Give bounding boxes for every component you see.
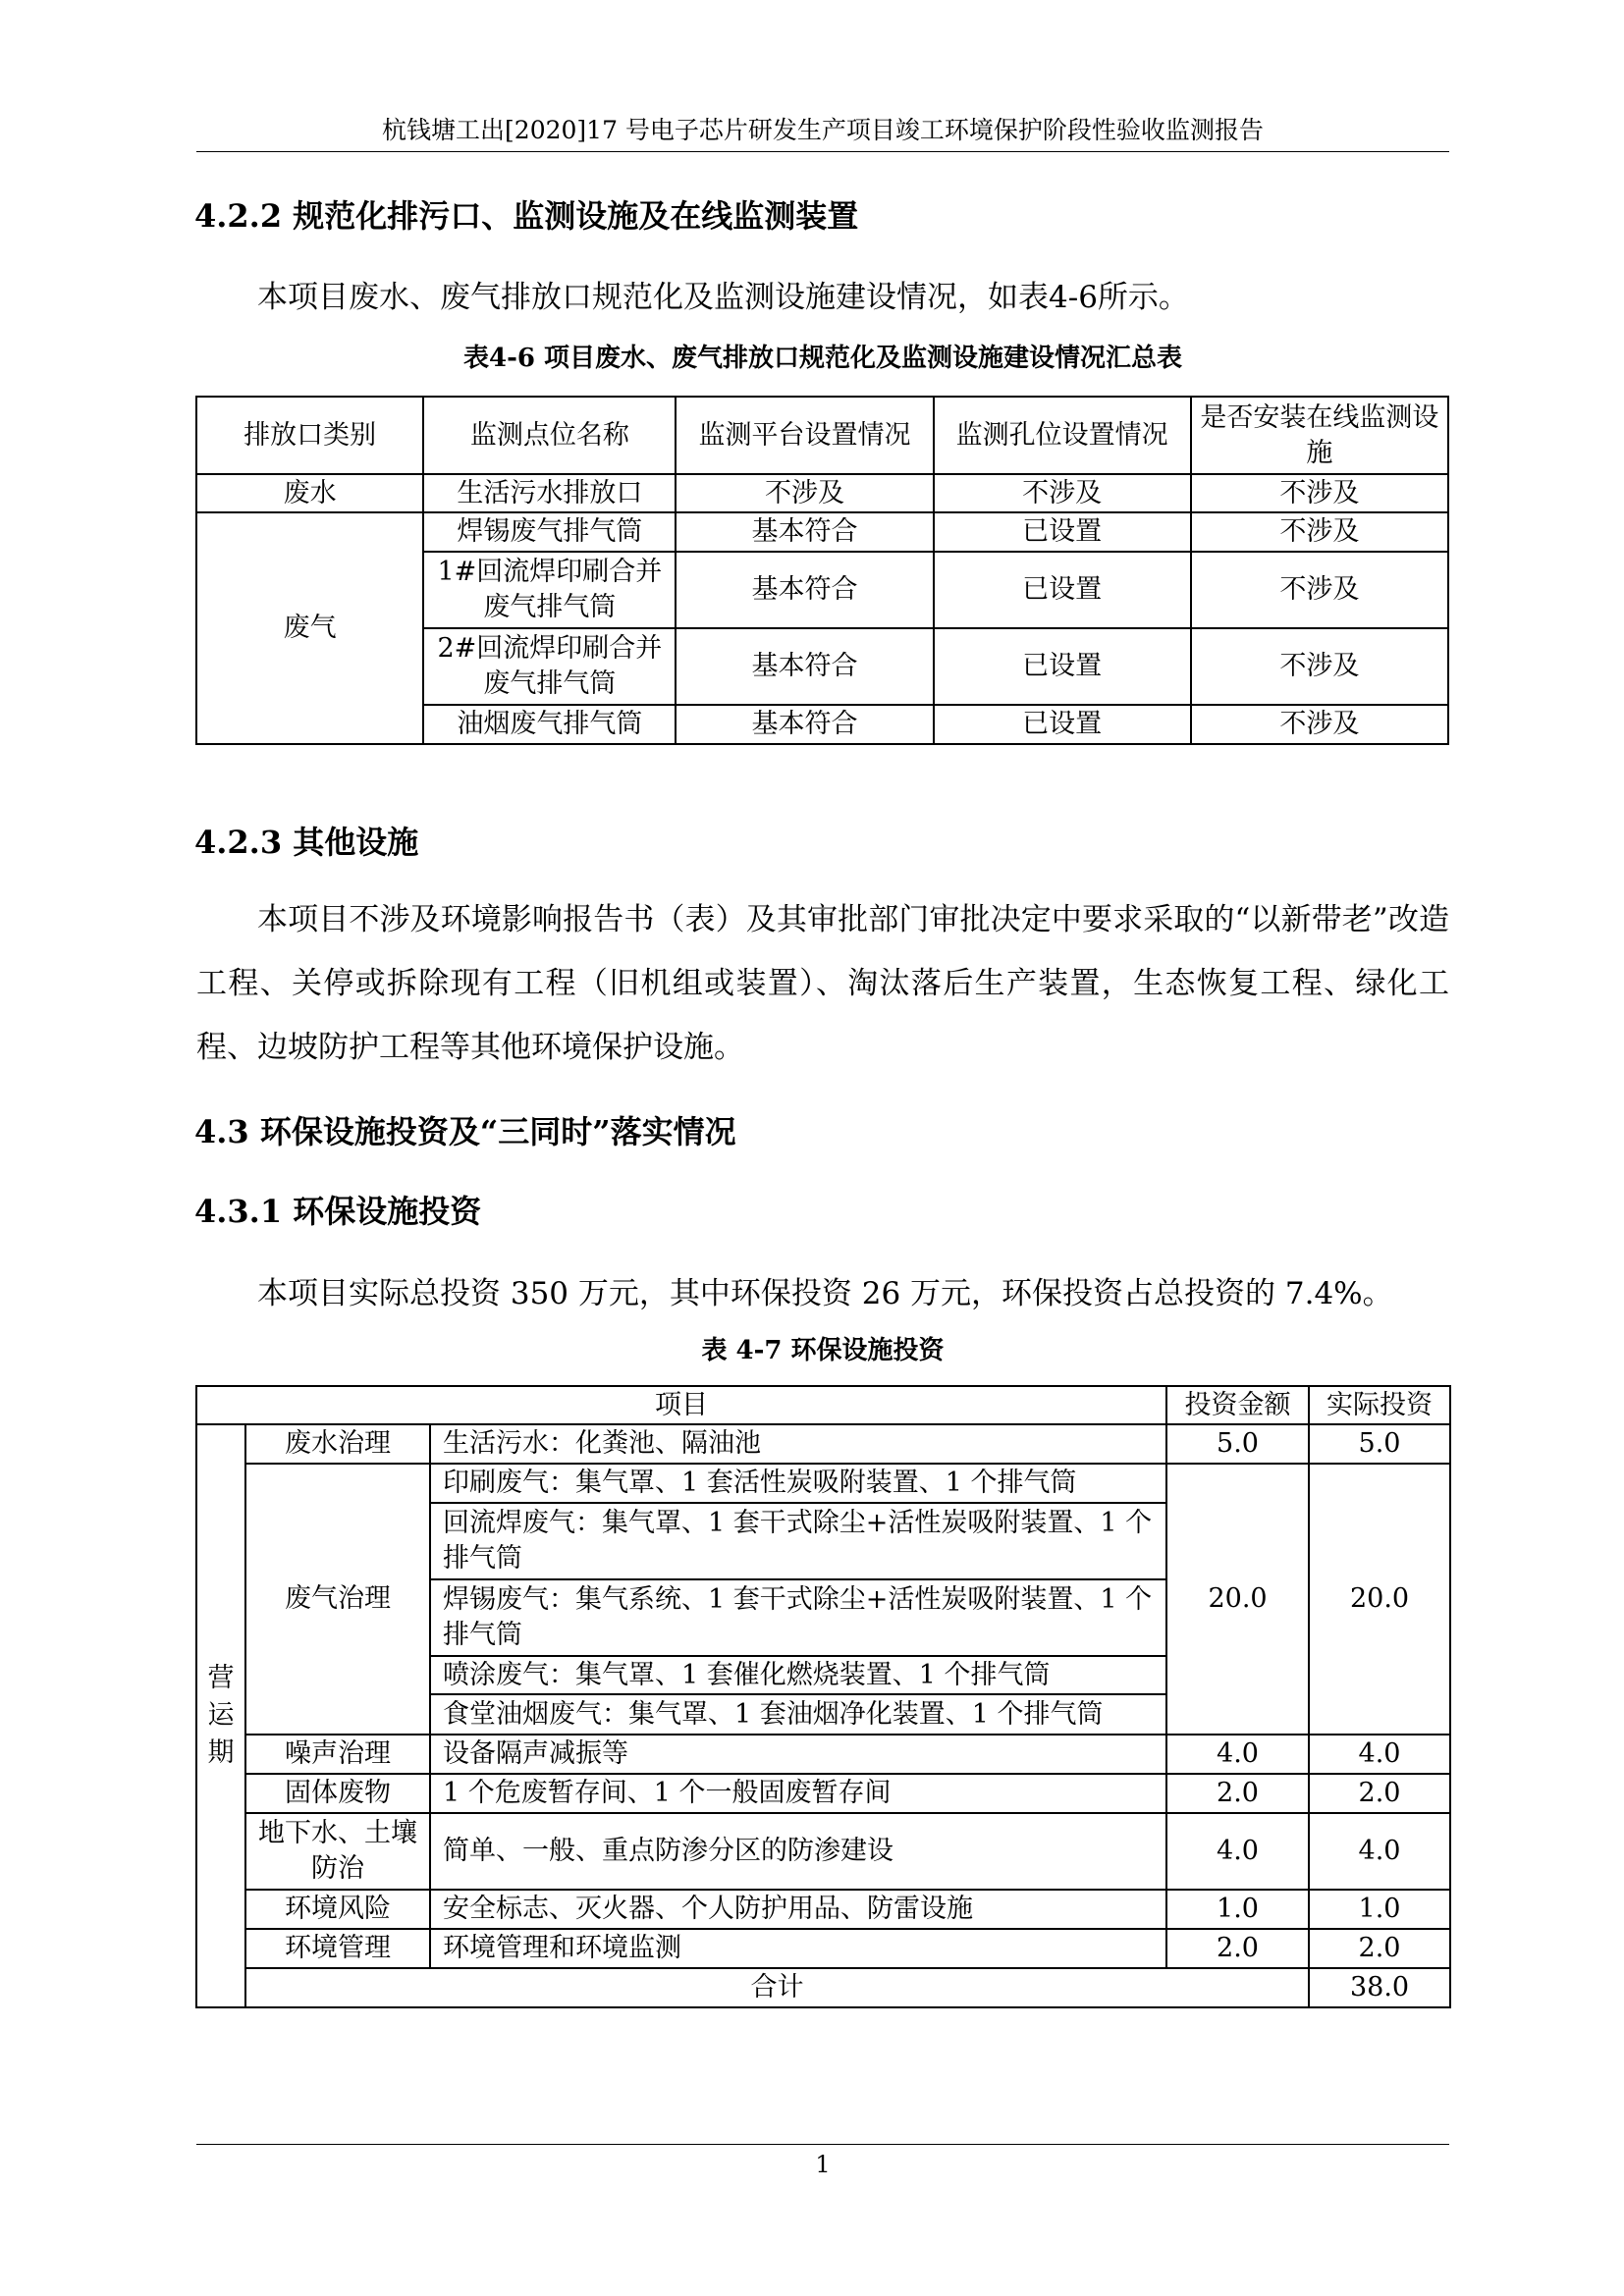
table-row (196, 1424, 1450, 1464)
section-4-3-1-heading: 4.3.1 环保设施投资 (194, 1193, 482, 1230)
table-row (196, 512, 1448, 552)
category-cell: 地下水、土壤防治 (245, 1813, 430, 1890)
table-row (196, 1813, 1450, 1890)
planned-investment-cell: 2.0 (1166, 1774, 1309, 1813)
online-monitoring-cell: 不涉及 (1191, 552, 1448, 628)
detail-cell: 食堂油烟废气：集气罩、1 套油烟净化装置、1 个排气筒 (430, 1694, 1166, 1735)
monitoring-point-cell: 油烟废气排气筒 (423, 705, 676, 744)
planned-investment-cell: 5.0 (1166, 1424, 1309, 1464)
table-4-6-header-cell: 监测点位名称 (423, 397, 676, 474)
table-row (196, 1735, 1450, 1774)
online-monitoring-cell: 不涉及 (1191, 512, 1448, 552)
section-4-2-3-heading: 4.2.3 其他设施 (194, 824, 419, 861)
table-4-7 (195, 1385, 1451, 2008)
section-4-2-3-paragraph: 本项目不涉及环境影响报告书（表）及其审批部门审批决定中要求采取的“以新带老”改造工程、关停或拆除现有工程（旧机组或装置）、淘汰落后生产装置，生态恢复工程、绿化工程、边坡防护工程等其他环境保护设施。 (196, 902, 1449, 1065)
platform-status-cell: 基本符合 (676, 705, 933, 744)
online-monitoring-cell: 不涉及 (1191, 474, 1448, 512)
table-4-7-header-cell: 投资金额 (1166, 1386, 1309, 1424)
platform-status-cell: 基本符合 (676, 552, 933, 628)
detail-cell: 生活污水：化粪池、隔油池 (430, 1424, 1166, 1464)
period-cell (196, 1424, 245, 2007)
table-4-7-header-row (196, 1386, 1450, 1424)
hole-status-cell: 已设置 (934, 628, 1191, 705)
table-4-6-header-row (196, 397, 1448, 474)
platform-status-cell: 基本符合 (676, 628, 933, 705)
planned-investment-cell: 2.0 (1166, 1929, 1309, 1968)
table-4-6-header-cell: 排放口类别 (196, 397, 423, 474)
table-4-6-header-cell: 是否安装在线监测设施 (1191, 397, 1448, 474)
category-cell: 废水治理 (245, 1424, 430, 1464)
category-cell: 环境风险 (245, 1890, 430, 1929)
table-4-6-header-cell: 监测孔位设置情况 (934, 397, 1191, 474)
table-row (196, 1890, 1450, 1929)
table-4-6-caption: 表4-6 项目废水、废气排放口规范化及监测设施建设情况汇总表 (462, 344, 1183, 373)
actual-investment-cell: 20.0 (1309, 1464, 1450, 1735)
actual-investment-cell: 4.0 (1309, 1735, 1450, 1774)
hole-status-cell: 已设置 (934, 512, 1191, 552)
page-header: 杭钱塘工出[2020]17 号电子芯片研发生产项目竣工环境保护阶段性验收监测报告 (382, 116, 1264, 144)
actual-investment-cell: 1.0 (1309, 1890, 1450, 1929)
detail-cell: 印刷废气：集气罩、1 套活性炭吸附装置、1 个排气筒 (430, 1464, 1166, 1503)
online-monitoring-cell: 不涉及 (1191, 628, 1448, 705)
hole-status-cell: 已设置 (934, 705, 1191, 744)
category-cell: 废气治理 (245, 1464, 430, 1735)
category-cell: 固体废物 (245, 1774, 430, 1813)
table-4-7-header-cell: 实际投资 (1309, 1386, 1450, 1424)
table-4-7-header-cell: 项目 (196, 1386, 1166, 1424)
table-4-6-header-cell: 监测平台设置情况 (676, 397, 933, 474)
header-divider (196, 151, 1449, 152)
table-total-row (196, 1968, 1450, 2007)
platform-status-cell: 基本符合 (676, 512, 933, 552)
planned-investment-cell: 20.0 (1166, 1464, 1309, 1735)
category-cell: 废水 (196, 474, 423, 512)
category-cell: 环境管理 (245, 1929, 430, 1968)
detail-cell: 焊锡废气：集气系统、1 套干式除尘+活性炭吸附装置、1 个排气筒 (430, 1579, 1166, 1656)
section-4-2-2-heading: 4.2.2 规范化排污口、监测设施及在线监测装置 (194, 197, 859, 235)
actual-investment-cell: 5.0 (1309, 1424, 1450, 1464)
table-4-7-caption: 表 4-7 环保设施投资 (701, 1336, 945, 1365)
period-label: 营运期 (207, 1663, 235, 1768)
detail-cell: 环境管理和环境监测 (430, 1929, 1166, 1968)
planned-investment-cell: 4.0 (1166, 1735, 1309, 1774)
table-row (196, 1464, 1450, 1503)
online-monitoring-cell: 不涉及 (1191, 705, 1448, 744)
monitoring-point-cell: 1#回流焊印刷合并废气排气筒 (423, 552, 676, 628)
section-4-2-2-paragraph: 本项目废水、废气排放口规范化及监测设施建设情况，如表4-6所示。 (257, 280, 1189, 315)
hole-status-cell: 不涉及 (934, 474, 1191, 512)
detail-cell: 简单、一般、重点防渗分区的防渗建设 (430, 1813, 1166, 1890)
total-planned-cell: 38.0 (1309, 1968, 1450, 2007)
hole-status-cell: 已设置 (934, 552, 1191, 628)
footer-divider (196, 2144, 1449, 2145)
monitoring-point-cell: 焊锡废气排气筒 (423, 512, 676, 552)
section-4-3-1-paragraph: 本项目实际总投资 350 万元，其中环保投资 26 万元，环保投资占总投资的 7.4%。 (257, 1276, 1393, 1311)
planned-investment-cell: 4.0 (1166, 1813, 1309, 1890)
detail-cell: 设备隔声减振等 (430, 1735, 1166, 1774)
actual-investment-cell: 4.0 (1309, 1813, 1450, 1890)
table-row (196, 1929, 1450, 1968)
category-cell: 噪声治理 (245, 1735, 430, 1774)
table-row (196, 474, 1448, 512)
table-4-6 (195, 396, 1449, 745)
table-row (196, 1774, 1450, 1813)
monitoring-point-cell: 生活污水排放口 (423, 474, 676, 512)
section-4-3-heading: 4.3 环保设施投资及“三同时”落实情况 (194, 1113, 736, 1150)
detail-cell: 安全标志、灭火器、个人防护用品、防雷设施 (430, 1890, 1166, 1929)
page-number: 1 (815, 2151, 831, 2178)
actual-investment-cell: 2.0 (1309, 1929, 1450, 1968)
total-label-cell: 合计 (245, 1968, 1309, 2007)
detail-cell: 喷涂废气：集气罩、1 套催化燃烧装置、1 个排气筒 (430, 1656, 1166, 1694)
monitoring-point-cell: 2#回流焊印刷合并废气排气筒 (423, 628, 676, 705)
category-cell: 废气 (196, 512, 423, 744)
planned-investment-cell: 1.0 (1166, 1890, 1309, 1929)
actual-investment-cell: 2.0 (1309, 1774, 1450, 1813)
detail-cell: 1 个危废暂存间、1 个一般固废暂存间 (430, 1774, 1166, 1813)
platform-status-cell: 不涉及 (676, 474, 933, 512)
detail-cell: 回流焊废气：集气罩、1 套干式除尘+活性炭吸附装置、1 个排气筒 (430, 1503, 1166, 1579)
